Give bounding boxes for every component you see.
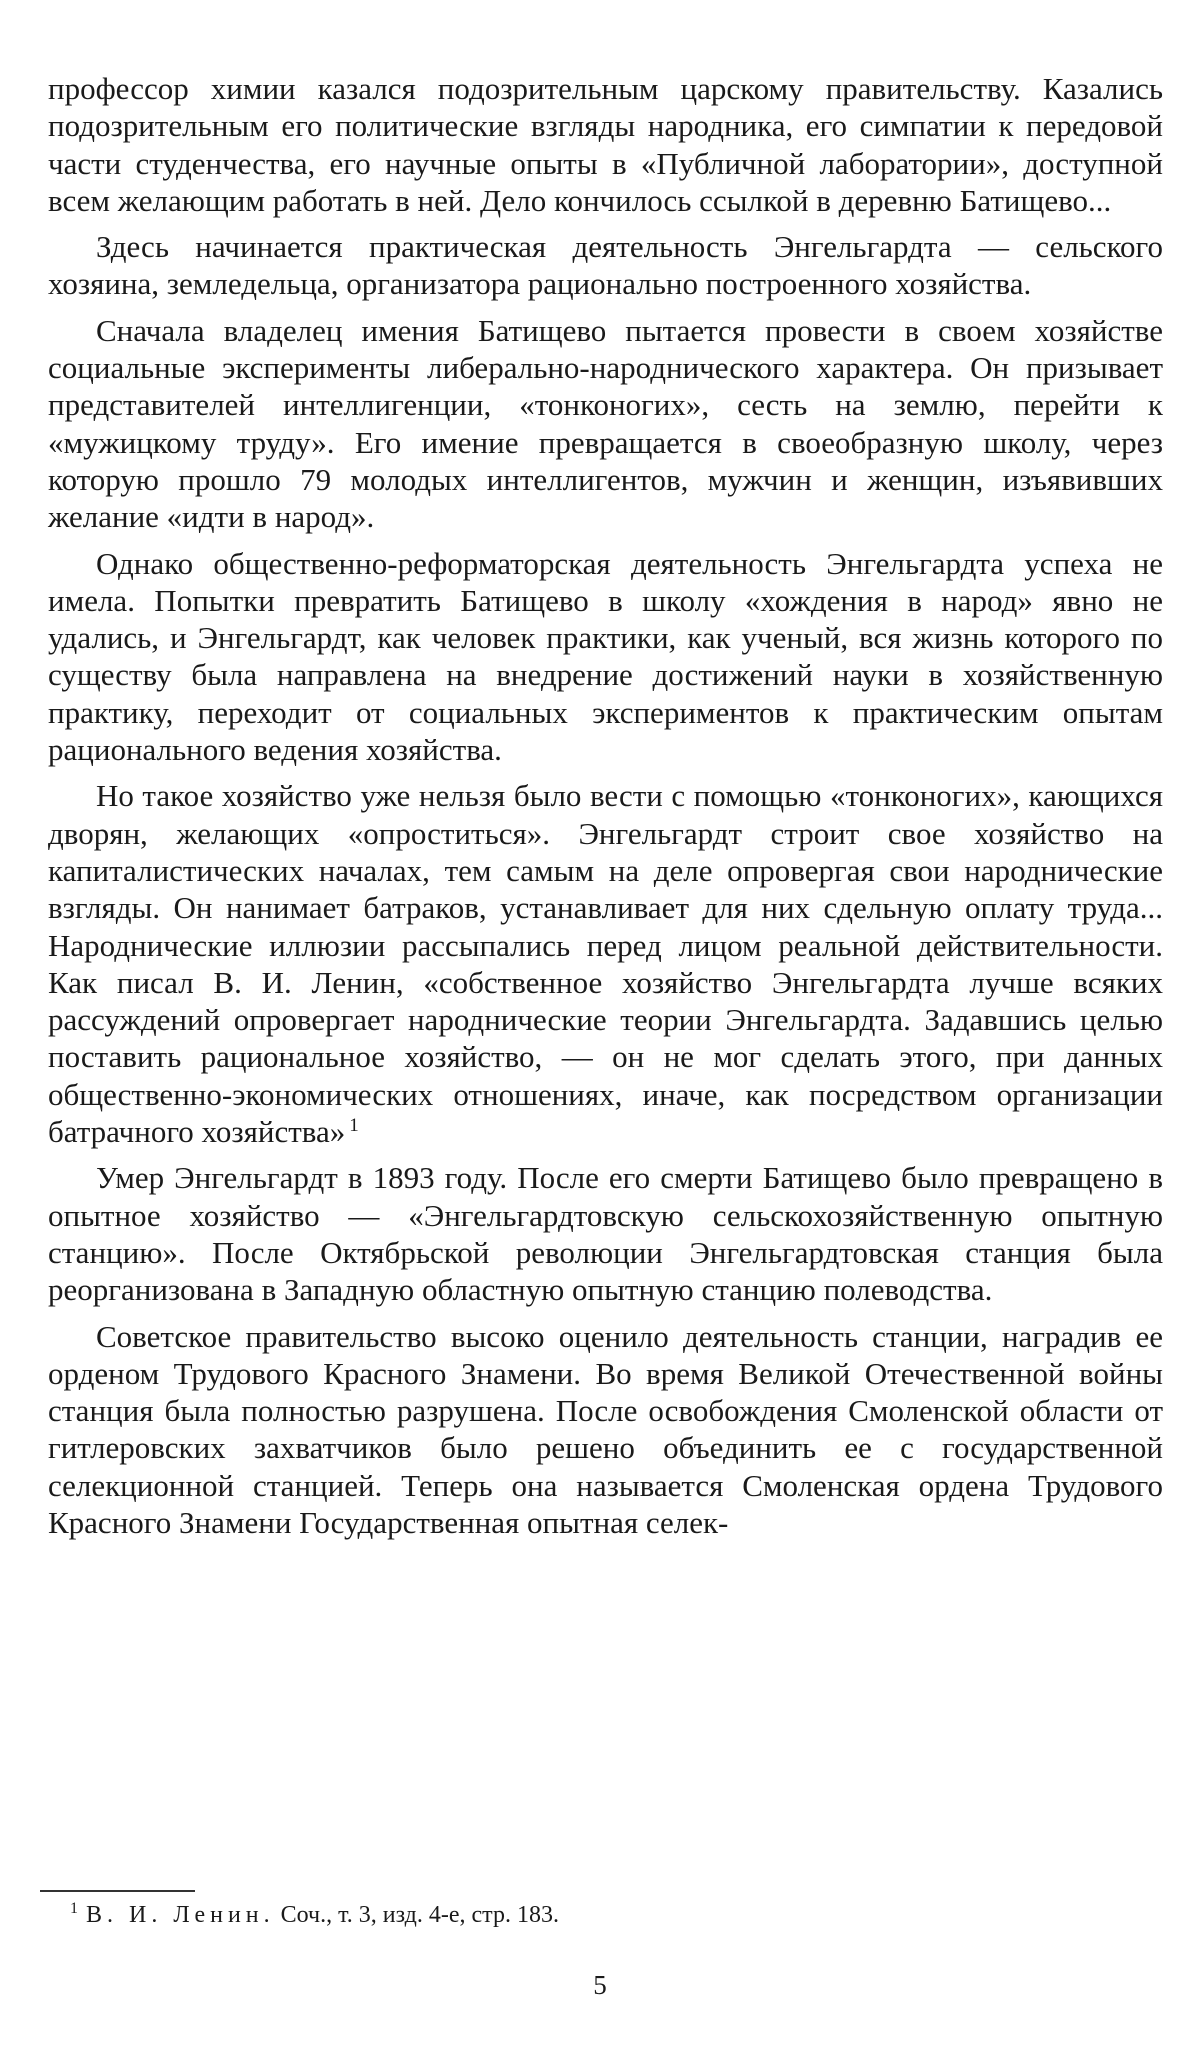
footnote-marker: 1 [70, 1900, 78, 1917]
paragraph-6: Умер Энгельгардт в 1893 году. После его смерти Батищево было превращено в опытное хозяйство — «Энгельгардтовскую сельскохозяйственную опытную станцию». После Октябрьской революции Энгельгардтовская станция была реорганизована в Западную областную опытную станцию полеводства. [48, 1160, 1163, 1308]
paragraph-5-text: Но такое хозяйство уже нельзя было вести с помощью «тонконогих», кающихся дворян, желающих «опроститься». Энгельгардт строит свое хозяйство на капиталистических началах, тем самым на деле опровергая свои народнические взгляды. Он нанимает батраков, устанавливает для них сдельную оплату труда... Народнические иллюзии рассыпались перед лицом реальной действительности. Как писал В. И. Ленин, «собственное хозяйство Энгельгардта лучше всяких рассуждений опровергает народнические теории Энгельгардта. Задавшись целью поставить рациональное хозяйство, — он не мог сделать этого, при данных общественно-экономических отношениях, иначе, как посредством организации батрачного хозяйства» [48, 778, 1163, 1150]
footnote-divider [40, 1890, 195, 1892]
paragraph-2: Здесь начинается практическая деятельность Энгельгардта — сельского хозяина, земледельца, организатора рационально построенного хозяйства. [48, 229, 1163, 302]
paragraph-1: профессор химии казался подозрительным царскому правительству. Казались подозрительным его политические взгляды народника, его симпатии к передовой части студенчества, его научные опыты в «Публичной лаборатории», доступной всем желающим работать в ней. Дело кончилось ссылкой в деревню Батищево... [48, 71, 1163, 218]
footnote [70, 1900, 559, 1929]
footnote-reference: 1 [349, 1114, 359, 1136]
paragraph-3: Сначала владелец имения Батищево пытается провести в своем хозяйстве социальные эксперименты либерально-народнического характера. Он призывает представителей интеллигенции, «тонконогих», сесть на землю, перейти к «мужицкому труду». Его имение превращается в своеобразную школу, через которую прошло 79 молодых интеллигентов, мужчин и женщин, изъявивших желание «идти в народ». [48, 312, 1163, 535]
paragraph-4: Однако общественно-реформаторская деятельность Энгельгардта успеха не имела. Попытки превратить Батищево в школу «хождения в народ» явно не удались, и Энгельгардт, как человек практики, как ученый, вся жизнь которого по существу была направлена на внедрение достижений науки в хозяйственную практику, переходит от социальных экспериментов к практическим опытам рационального ведения хозяйства. [48, 545, 1163, 768]
page-body [48, 70, 1163, 1550]
paragraph-7: Советское правительство высоко оценило деятельность станции, наградив ее орденом Трудового Красного Знамени. Во время Великой Отечественной войны станция была полностью разрушена. После освобождения Смоленской области от гитлеровских захватчиков было решено объединить ее с государственной селекционной станцией. Теперь она называется Смоленская ордена Трудового Красного Знамени Государственная опытная селек- [48, 1318, 1163, 1540]
paragraph-5 [48, 777, 1163, 1150]
page-number: 5 [593, 1970, 607, 2000]
footnote-author: В. И. Ленин. [86, 1902, 275, 1928]
footnote-text: Соч., т. 3, изд. 4-е, стр. 183. [280, 1902, 559, 1928]
